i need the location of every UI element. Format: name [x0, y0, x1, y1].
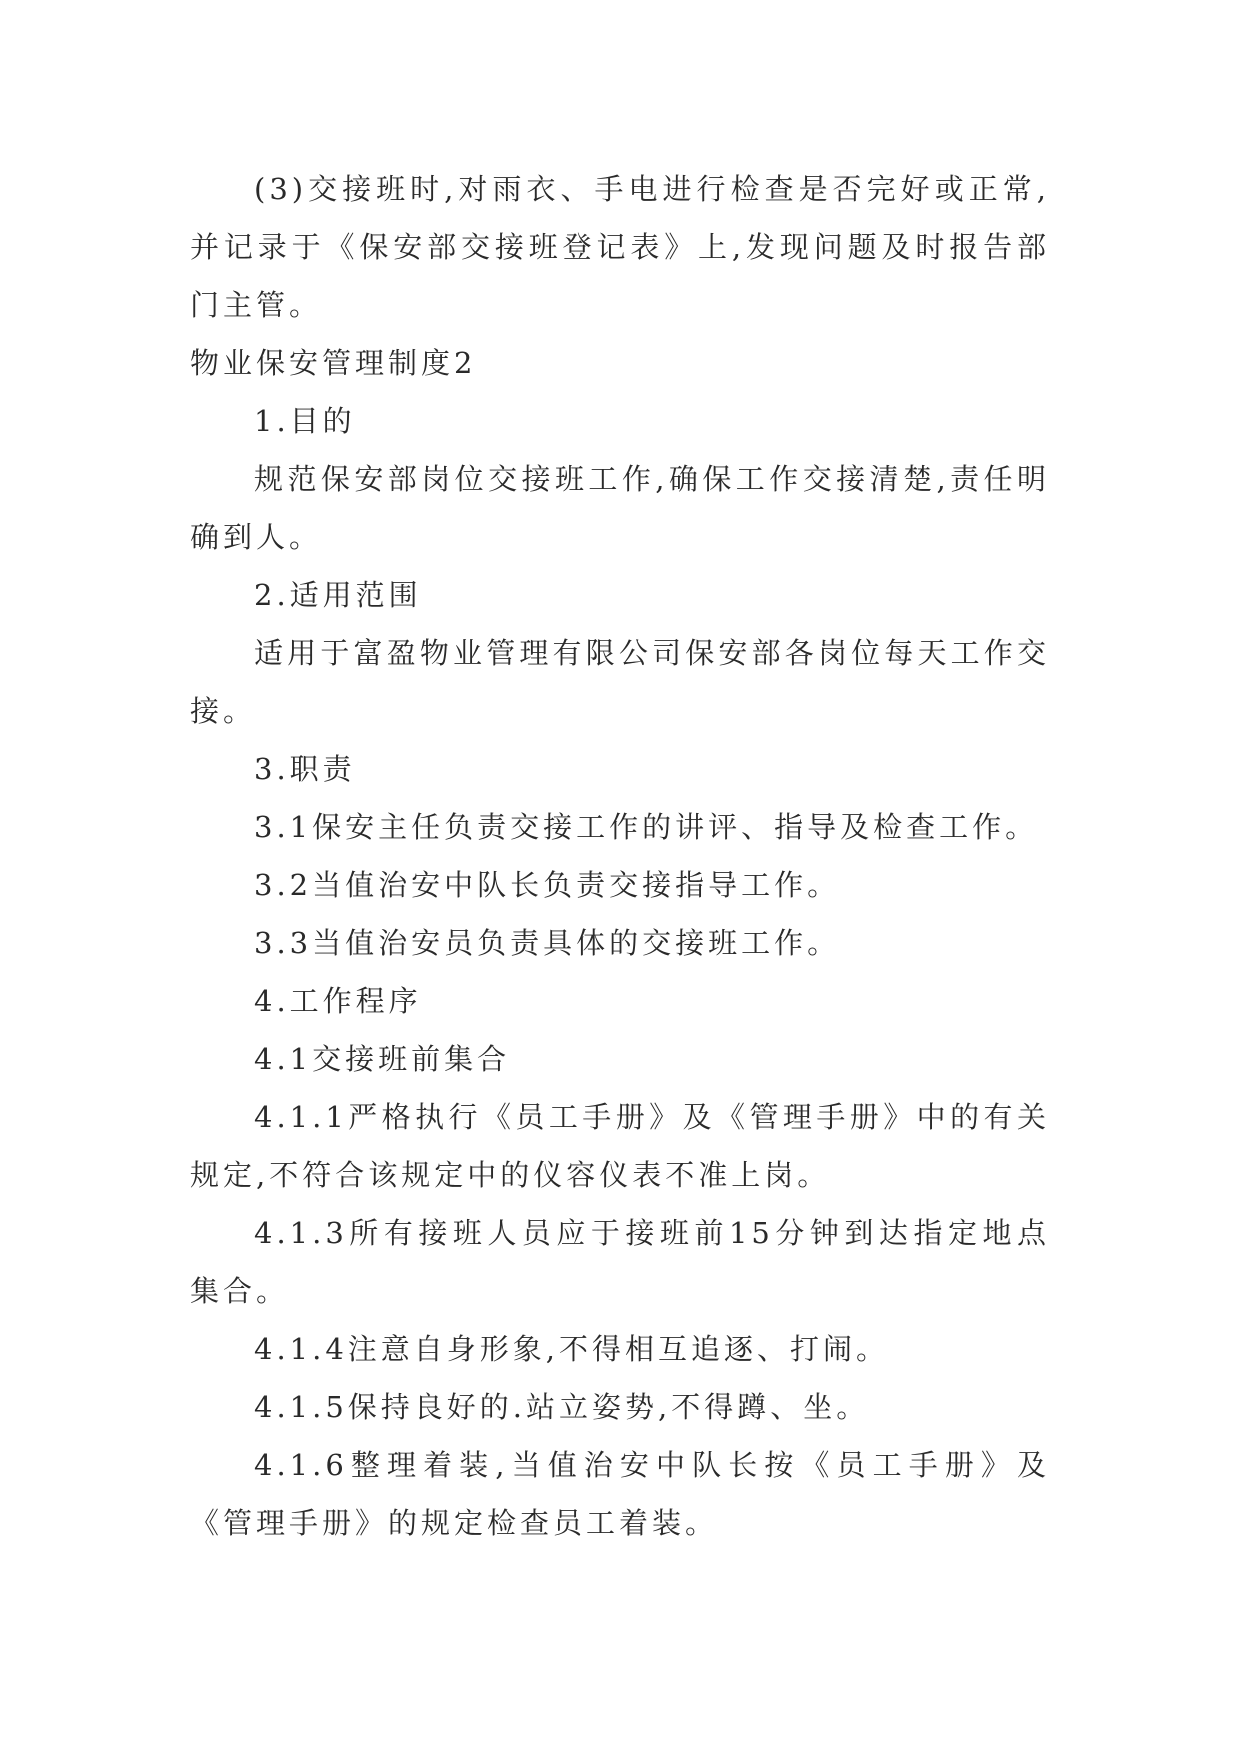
paragraph-4-1-3: 4.1.3所有接班人员应于接班前15分钟到达指定地点集合。 — [190, 1216, 1050, 1308]
paragraph-purpose: 规范保安部岗位交接班工作,确保工作交接清楚,责任明确到人。 — [190, 462, 1050, 554]
heading-responsibilities: 3.职责 — [254, 752, 356, 786]
paragraph-4-1-1: 4.1.1严格执行《员工手册》及《管理手册》中的有关规定,不符合该规定中的仪容仪表不准上岗。 — [190, 1100, 1050, 1192]
paragraph-4-1-6: 4.1.6整理着装,当值治安中队长按《员工手册》及《管理手册》的规定检查员工着装。 — [190, 1448, 1050, 1540]
heading-4-1: 4.1交接班前集合 — [254, 1042, 511, 1076]
paragraph-4-1-4: 4.1.4注意自身形象,不得相互追逐、打闹。 — [254, 1332, 890, 1366]
paragraph-3-shift-check: (3)交接班时,对雨衣、手电进行检查是否完好或正常,并记录于《保安部交接班登记表》上,发现问题及时报告部门主管。 — [190, 172, 1050, 322]
paragraph-3-2: 3.2当值治安中队长负责交接指导工作。 — [254, 868, 841, 902]
paragraph-3-3: 3.3当值治安员负责具体的交接班工作。 — [254, 926, 841, 960]
paragraph-3-1: 3.1保安主任负责交接工作的讲评、指导及检查工作。 — [254, 810, 1039, 844]
heading-purpose: 1.目的 — [254, 404, 356, 438]
paragraph-4-1-5: 4.1.5保持良好的.站立姿势,不得蹲、坐。 — [254, 1390, 870, 1424]
heading-scope: 2.适用范围 — [254, 578, 422, 612]
heading-work-procedure: 4.工作程序 — [254, 984, 422, 1018]
section-title: 物业保安管理制度2 — [190, 346, 477, 380]
paragraph-scope: 适用于富盈物业管理有限公司保安部各岗位每天工作交接。 — [190, 636, 1050, 728]
document-body — [190, 160, 1050, 1552]
